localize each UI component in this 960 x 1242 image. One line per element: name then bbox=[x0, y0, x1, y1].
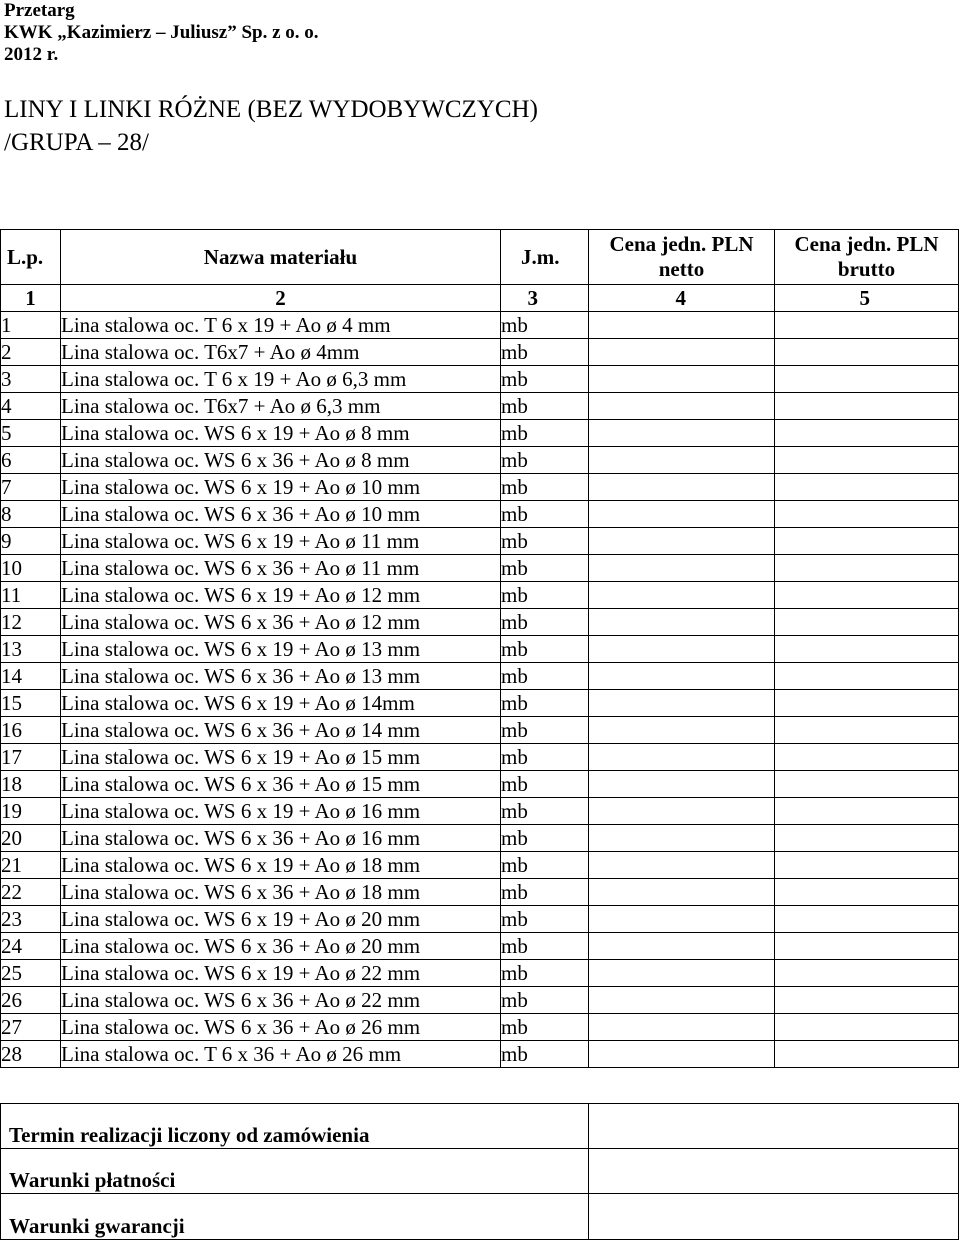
row-material-name: Lina stalowa oc. WS 6 x 36 + Ao ø 16 mm bbox=[61, 825, 501, 852]
row-price-netto[interactable] bbox=[589, 825, 775, 852]
row-price-brutto[interactable] bbox=[775, 366, 959, 393]
row-price-brutto[interactable] bbox=[775, 582, 959, 609]
table-row bbox=[1, 339, 959, 366]
header-year: 2012 r. bbox=[4, 44, 59, 65]
row-material-name: Lina stalowa oc. WS 6 x 19 + Ao ø 16 mm bbox=[61, 798, 501, 825]
row-lp: 4 bbox=[1, 393, 61, 420]
row-price-netto[interactable] bbox=[589, 447, 775, 474]
price-table bbox=[0, 229, 959, 1068]
table-row bbox=[1, 447, 959, 474]
row-unit: mb bbox=[501, 1041, 589, 1068]
row-material-name: Lina stalowa oc. WS 6 x 36 + Ao ø 8 mm bbox=[61, 447, 501, 474]
row-price-netto[interactable] bbox=[589, 339, 775, 366]
table-header-row bbox=[1, 230, 959, 285]
row-price-brutto[interactable] bbox=[775, 852, 959, 879]
table-row bbox=[1, 609, 959, 636]
terms-table bbox=[0, 1103, 959, 1240]
row-price-brutto[interactable] bbox=[775, 528, 959, 555]
row-unit: mb bbox=[501, 366, 589, 393]
termin-value[interactable] bbox=[589, 1104, 959, 1149]
header-jm: J.m. bbox=[501, 230, 589, 285]
row-lp: 28 bbox=[1, 1041, 61, 1068]
header-brutto: Cena jedn. PLN brutto bbox=[775, 230, 959, 285]
table-row bbox=[1, 744, 959, 771]
terms-row bbox=[1, 1194, 959, 1240]
header-company: KWK „Kazimierz – Juliusz” Sp. z o. o. bbox=[4, 22, 319, 43]
table-row bbox=[1, 393, 959, 420]
row-price-brutto[interactable] bbox=[775, 690, 959, 717]
row-material-name: Lina stalowa oc. WS 6 x 36 + Ao ø 20 mm bbox=[61, 933, 501, 960]
row-material-name: Lina stalowa oc. WS 6 x 19 + Ao ø 13 mm bbox=[61, 636, 501, 663]
row-unit: mb bbox=[501, 528, 589, 555]
row-lp: 22 bbox=[1, 879, 61, 906]
row-material-name: Lina stalowa oc. WS 6 x 36 + Ao ø 13 mm bbox=[61, 663, 501, 690]
col-number: 3 bbox=[501, 285, 589, 312]
row-material-name: Lina stalowa oc. WS 6 x 36 + Ao ø 22 mm bbox=[61, 987, 501, 1014]
table-row bbox=[1, 906, 959, 933]
row-unit: mb bbox=[501, 474, 589, 501]
row-material-name: Lina stalowa oc. WS 6 x 36 + Ao ø 26 mm bbox=[61, 1014, 501, 1041]
row-material-name: Lina stalowa oc. WS 6 x 36 + Ao ø 10 mm bbox=[61, 501, 501, 528]
table-row bbox=[1, 852, 959, 879]
row-lp: 18 bbox=[1, 771, 61, 798]
col-number: 5 bbox=[775, 285, 959, 312]
row-price-netto[interactable] bbox=[589, 852, 775, 879]
row-price-netto[interactable] bbox=[589, 366, 775, 393]
row-lp: 3 bbox=[1, 366, 61, 393]
table-row bbox=[1, 582, 959, 609]
row-unit: mb bbox=[501, 771, 589, 798]
table-row bbox=[1, 474, 959, 501]
row-material-name: Lina stalowa oc. WS 6 x 19 + Ao ø 18 mm bbox=[61, 852, 501, 879]
row-material-name: Lina stalowa oc. WS 6 x 19 + Ao ø 14mm bbox=[61, 690, 501, 717]
row-price-netto[interactable] bbox=[589, 312, 775, 339]
row-price-brutto[interactable] bbox=[775, 1041, 959, 1068]
row-material-name: Lina stalowa oc. WS 6 x 36 + Ao ø 11 mm bbox=[61, 555, 501, 582]
row-price-netto[interactable] bbox=[589, 528, 775, 555]
row-material-name: Lina stalowa oc. WS 6 x 36 + Ao ø 12 mm bbox=[61, 609, 501, 636]
row-price-netto[interactable] bbox=[589, 636, 775, 663]
header-lp: L.p. bbox=[1, 230, 61, 285]
table-row bbox=[1, 420, 959, 447]
col-number: 1 bbox=[1, 285, 61, 312]
row-unit: mb bbox=[501, 420, 589, 447]
row-material-name: Lina stalowa oc. T 6 x 19 + Ao ø 4 mm bbox=[61, 312, 501, 339]
row-price-brutto[interactable] bbox=[775, 906, 959, 933]
row-price-brutto[interactable] bbox=[775, 744, 959, 771]
row-price-netto[interactable] bbox=[589, 690, 775, 717]
table-row bbox=[1, 771, 959, 798]
row-lp: 11 bbox=[1, 582, 61, 609]
row-material-name: Lina stalowa oc. WS 6 x 19 + Ao ø 12 mm bbox=[61, 582, 501, 609]
row-price-brutto[interactable] bbox=[775, 447, 959, 474]
row-price-netto[interactable] bbox=[589, 771, 775, 798]
row-lp: 1 bbox=[1, 312, 61, 339]
row-price-brutto[interactable] bbox=[775, 501, 959, 528]
row-unit: mb bbox=[501, 555, 589, 582]
row-price-netto[interactable] bbox=[589, 393, 775, 420]
row-price-brutto[interactable] bbox=[775, 555, 959, 582]
row-unit: mb bbox=[501, 663, 589, 690]
row-price-brutto[interactable] bbox=[775, 798, 959, 825]
table-row bbox=[1, 690, 959, 717]
row-unit: mb bbox=[501, 825, 589, 852]
header-name: Nazwa materiału bbox=[61, 230, 501, 285]
row-price-netto[interactable] bbox=[589, 1041, 775, 1068]
row-unit: mb bbox=[501, 636, 589, 663]
row-material-name: Lina stalowa oc. WS 6 x 36 + Ao ø 18 mm bbox=[61, 879, 501, 906]
row-lp: 26 bbox=[1, 987, 61, 1014]
row-unit: mb bbox=[501, 447, 589, 474]
platnosci-value[interactable] bbox=[589, 1149, 959, 1194]
col-number: 2 bbox=[61, 285, 501, 312]
row-price-netto[interactable] bbox=[589, 933, 775, 960]
row-price-netto[interactable] bbox=[589, 798, 775, 825]
row-price-brutto[interactable] bbox=[775, 474, 959, 501]
row-material-name: Lina stalowa oc. WS 6 x 19 + Ao ø 10 mm bbox=[61, 474, 501, 501]
table-row bbox=[1, 636, 959, 663]
row-lp: 13 bbox=[1, 636, 61, 663]
row-unit: mb bbox=[501, 609, 589, 636]
row-lp: 23 bbox=[1, 906, 61, 933]
row-material-name: Lina stalowa oc. WS 6 x 19 + Ao ø 20 mm bbox=[61, 906, 501, 933]
row-price-netto[interactable] bbox=[589, 717, 775, 744]
table-row bbox=[1, 879, 959, 906]
table-row bbox=[1, 663, 959, 690]
row-unit: mb bbox=[501, 933, 589, 960]
row-price-netto[interactable] bbox=[589, 420, 775, 447]
row-unit: mb bbox=[501, 960, 589, 987]
table-row bbox=[1, 960, 959, 987]
row-price-brutto[interactable] bbox=[775, 825, 959, 852]
row-price-brutto[interactable] bbox=[775, 771, 959, 798]
table-row bbox=[1, 717, 959, 744]
row-price-netto[interactable] bbox=[589, 744, 775, 771]
row-material-name: Lina stalowa oc. WS 6 x 36 + Ao ø 14 mm bbox=[61, 717, 501, 744]
row-unit: mb bbox=[501, 1014, 589, 1041]
row-price-brutto[interactable] bbox=[775, 339, 959, 366]
row-unit: mb bbox=[501, 798, 589, 825]
row-price-netto[interactable] bbox=[589, 501, 775, 528]
table-row bbox=[1, 366, 959, 393]
row-material-name: Lina stalowa oc. T6x7 + Ao ø 4mm bbox=[61, 339, 501, 366]
row-lp: 6 bbox=[1, 447, 61, 474]
row-price-netto[interactable] bbox=[589, 663, 775, 690]
row-unit: mb bbox=[501, 744, 589, 771]
row-lp: 10 bbox=[1, 555, 61, 582]
row-unit: mb bbox=[501, 852, 589, 879]
row-price-netto[interactable] bbox=[589, 879, 775, 906]
gwarancji-value[interactable] bbox=[589, 1194, 959, 1240]
terms-row bbox=[1, 1104, 959, 1149]
table-row bbox=[1, 1041, 959, 1068]
table-row bbox=[1, 1014, 959, 1041]
row-material-name: Lina stalowa oc. WS 6 x 19 + Ao ø 22 mm bbox=[61, 960, 501, 987]
row-price-netto[interactable] bbox=[589, 1014, 775, 1041]
row-unit: mb bbox=[501, 582, 589, 609]
table-row bbox=[1, 555, 959, 582]
row-price-netto[interactable] bbox=[589, 987, 775, 1014]
row-material-name: Lina stalowa oc. WS 6 x 36 + Ao ø 15 mm bbox=[61, 771, 501, 798]
row-unit: mb bbox=[501, 393, 589, 420]
row-lp: 12 bbox=[1, 609, 61, 636]
row-unit: mb bbox=[501, 879, 589, 906]
header-przetarg: Przetarg bbox=[4, 0, 75, 21]
row-lp: 8 bbox=[1, 501, 61, 528]
termin-label: Termin realizacji liczony od zamówienia bbox=[1, 1104, 589, 1149]
gwarancji-label: Warunki gwarancji bbox=[1, 1194, 589, 1240]
platnosci-label: Warunki płatności bbox=[1, 1149, 589, 1194]
row-unit: mb bbox=[501, 339, 589, 366]
row-material-name: Lina stalowa oc. T6x7 + Ao ø 6,3 mm bbox=[61, 393, 501, 420]
row-price-brutto[interactable] bbox=[775, 312, 959, 339]
row-lp: 17 bbox=[1, 744, 61, 771]
table-row bbox=[1, 312, 959, 339]
row-price-brutto[interactable] bbox=[775, 1014, 959, 1041]
row-material-name: Lina stalowa oc. WS 6 x 19 + Ao ø 15 mm bbox=[61, 744, 501, 771]
row-unit: mb bbox=[501, 312, 589, 339]
row-lp: 21 bbox=[1, 852, 61, 879]
table-row bbox=[1, 528, 959, 555]
row-lp: 24 bbox=[1, 933, 61, 960]
row-price-brutto[interactable] bbox=[775, 879, 959, 906]
row-price-brutto[interactable] bbox=[775, 636, 959, 663]
row-price-brutto[interactable] bbox=[775, 717, 959, 744]
row-price-brutto[interactable] bbox=[775, 663, 959, 690]
row-unit: mb bbox=[501, 501, 589, 528]
row-price-brutto[interactable] bbox=[775, 420, 959, 447]
row-price-brutto[interactable] bbox=[775, 609, 959, 636]
table-row bbox=[1, 825, 959, 852]
row-unit: mb bbox=[501, 906, 589, 933]
row-lp: 16 bbox=[1, 717, 61, 744]
row-material-name: Lina stalowa oc. WS 6 x 19 + Ao ø 11 mm bbox=[61, 528, 501, 555]
row-lp: 20 bbox=[1, 825, 61, 852]
row-price-netto[interactable] bbox=[589, 609, 775, 636]
row-material-name: Lina stalowa oc. T 6 x 36 + Ao ø 26 mm bbox=[61, 1041, 501, 1068]
row-lp: 19 bbox=[1, 798, 61, 825]
row-lp: 5 bbox=[1, 420, 61, 447]
col-number: 4 bbox=[589, 285, 775, 312]
row-lp: 9 bbox=[1, 528, 61, 555]
row-price-netto[interactable] bbox=[589, 582, 775, 609]
row-lp: 15 bbox=[1, 690, 61, 717]
row-unit: mb bbox=[501, 987, 589, 1014]
row-price-netto[interactable] bbox=[589, 906, 775, 933]
table-row bbox=[1, 798, 959, 825]
row-material-name: Lina stalowa oc. WS 6 x 19 + Ao ø 8 mm bbox=[61, 420, 501, 447]
table-row bbox=[1, 501, 959, 528]
row-lp: 27 bbox=[1, 1014, 61, 1041]
table-row bbox=[1, 933, 959, 960]
row-lp: 14 bbox=[1, 663, 61, 690]
row-price-brutto[interactable] bbox=[775, 960, 959, 987]
terms-row bbox=[1, 1149, 959, 1194]
column-number-row bbox=[1, 285, 959, 312]
row-lp: 7 bbox=[1, 474, 61, 501]
row-price-netto[interactable] bbox=[589, 555, 775, 582]
row-unit: mb bbox=[501, 690, 589, 717]
row-material-name: Lina stalowa oc. T 6 x 19 + Ao ø 6,3 mm bbox=[61, 366, 501, 393]
row-lp: 25 bbox=[1, 960, 61, 987]
doc-title-line1: LINY I LINKI RÓŻNE (BEZ WYDOBYWCZYCH) bbox=[4, 96, 538, 123]
row-price-netto[interactable] bbox=[589, 474, 775, 501]
row-price-brutto[interactable] bbox=[775, 393, 959, 420]
doc-title-line2: /GRUPA – 28/ bbox=[4, 129, 149, 156]
header-netto: Cena jedn. PLN netto bbox=[589, 230, 775, 285]
row-price-brutto[interactable] bbox=[775, 987, 959, 1014]
table-row bbox=[1, 987, 959, 1014]
row-price-brutto[interactable] bbox=[775, 933, 959, 960]
row-lp: 2 bbox=[1, 339, 61, 366]
row-unit: mb bbox=[501, 717, 589, 744]
row-price-netto[interactable] bbox=[589, 960, 775, 987]
